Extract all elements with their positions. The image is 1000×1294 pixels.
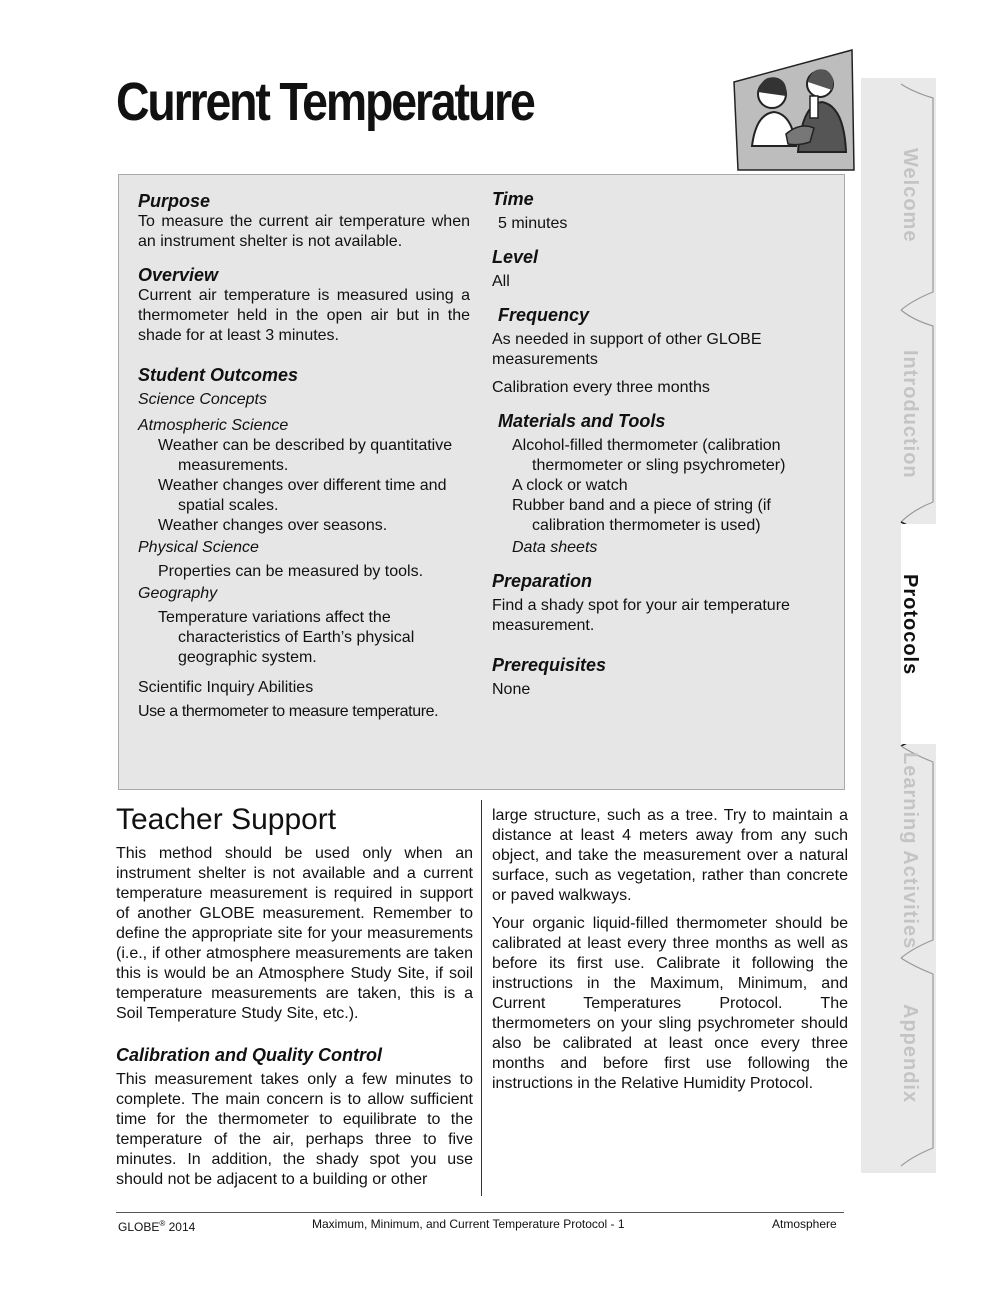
inquiry-heading: Scientific Inquiry Abilities: [138, 679, 314, 696]
time-text: 5 minutes: [498, 215, 568, 232]
student-outcomes-heading: Student Outcomes: [138, 365, 299, 385]
teacher-support-paragraph: large structure, such as a tree. Try to maintain a distance at least 4 meters away from any such object, and take the measurement over a natural surface, such as vegetation, rather than concrete or paved walkways.: [492, 807, 848, 904]
footer-brand: GLOBE: [118, 1220, 160, 1234]
frequency-heading: Frequency: [498, 305, 590, 325]
level-text: All: [492, 273, 510, 290]
calibration-heading: Calibration and Quality Control: [116, 1045, 383, 1065]
footer-rule: [116, 1212, 844, 1213]
tab-welcome[interactable]: Welcome: [899, 148, 921, 243]
calibration-frequency-text: Calibration every three months: [492, 379, 710, 396]
footer-right: Atmosphere: [772, 1217, 837, 1231]
level-heading: Level: [492, 247, 539, 267]
registered-mark: ®: [159, 1219, 166, 1228]
geography-label: Geography: [138, 585, 218, 602]
overview-left-column: [138, 190, 470, 722]
tab-appendix[interactable]: Appendix: [899, 1004, 921, 1104]
tab-introduction[interactable]: Introduction: [899, 350, 921, 479]
column-divider: [481, 800, 482, 1196]
materials-heading: Materials and Tools: [498, 411, 666, 431]
frequency-text: As needed in support of other GLOBE measurements: [492, 331, 762, 368]
outcome-item: Weather changes over different time and spatial scales.: [158, 477, 447, 514]
teacher-support-paragraph: Your organic liquid-filled thermometer should be calibrated at least every three months as well as before its first use. Calibrate it following the instructions in the Maximum, Minimum, and Current Temperatures Protocol. The thermometers on your sling psychrometer should also be calibrated at least once every three months and before first use following the instructions in the Relative Humidity Protocol.: [492, 915, 848, 1092]
materials-item: A clock or watch: [512, 477, 628, 494]
tab-learning-activities[interactable]: Learning Activities: [899, 752, 921, 950]
materials-item: Alcohol-filled thermometer (calibration thermometer or sling psychrometer): [512, 437, 786, 474]
physical-science-label: Physical Science: [138, 539, 259, 556]
teacher-support-left-column: [116, 800, 473, 1190]
overview-right-column: [492, 188, 832, 700]
footer-left: [118, 1217, 195, 1234]
purpose-text: To measure the current air temperature when an instrument shelter is not available.: [138, 213, 470, 250]
science-concepts-label: Science Concepts: [138, 391, 267, 408]
overview-text: Current air temperature is measured using a thermometer held in the open air but in the shade for at least 3 minutes.: [138, 287, 470, 344]
outcome-item: Weather changes over seasons.: [158, 517, 388, 534]
outcome-item: Properties can be measured by tools.: [158, 563, 424, 580]
prerequisites-heading: Prerequisites: [492, 655, 607, 675]
purpose-heading: Purpose: [138, 191, 211, 211]
footer-center: Maximum, Minimum, and Current Temperature Protocol - 1: [312, 1217, 625, 1231]
teacher-support-heading: Teacher Support: [116, 803, 337, 836]
materials-item: Rubber band and a piece of string (if calibration thermometer is used): [512, 497, 771, 534]
inquiry-text: Use a thermometer to measure temperature.: [138, 703, 439, 720]
students-illustration: [728, 48, 856, 172]
footer-year: 2014: [165, 1220, 196, 1234]
page-title: Current Temperature: [116, 72, 534, 132]
data-sheets-item: Data sheets: [512, 539, 598, 556]
time-heading: Time: [492, 189, 534, 209]
preparation-text: Find a shady spot for your air temperature measurement.: [492, 597, 790, 634]
prerequisites-text: None: [492, 681, 531, 698]
outcome-item: Weather can be described by quantitative measurements.: [158, 437, 453, 474]
teacher-support-paragraph: This method should be used only when an instrument shelter is not available and a current temperature measurement is required in support of another GLOBE measurement. Remember to define the appropriate site for your measurements (i.e., if other atmosphere measurements are taken this is would be an Atmosphere Study Site, if soil temperature measurements are taken, this is a Soil Temperature Study Site, etc.).: [116, 845, 473, 1022]
outcome-item: Temperature variations affect the characteristics of Earth’s physical geographic system.: [158, 609, 415, 666]
tab-protocols[interactable]: Protocols: [899, 574, 921, 676]
calibration-paragraph: This measurement takes only a few minutes to complete. The main concern is to allow sufficient time for the thermometer to equilibrate to the temperature of the air, perhaps three to five minutes. In addition, the shady spot you use should not be adjacent to a building or other: [116, 1071, 473, 1188]
overview-heading: Overview: [138, 265, 219, 285]
atmospheric-science-label: Atmospheric Science: [138, 417, 289, 434]
teacher-support-right-column: [492, 806, 848, 1094]
preparation-heading: Preparation: [492, 571, 593, 591]
